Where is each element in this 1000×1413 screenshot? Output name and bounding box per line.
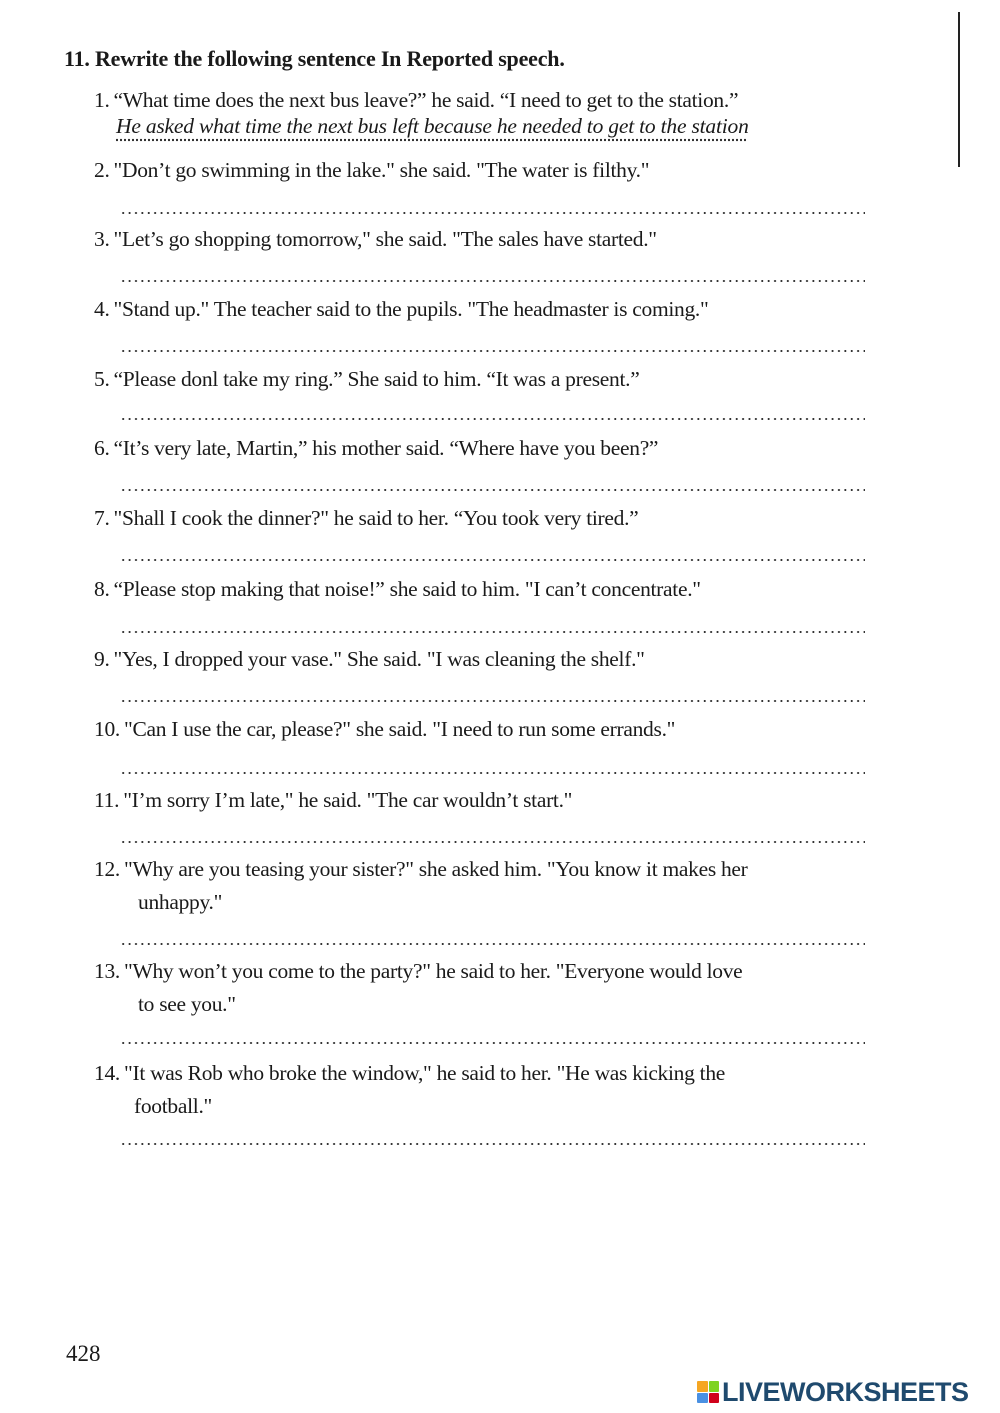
- answer-line: [120, 631, 865, 633]
- question-text: "Let’s go shopping tomorrow," she said. "The sales have started.": [113, 227, 657, 251]
- question-4: [94, 293, 709, 326]
- question-number: 13.: [94, 959, 120, 983]
- answer-input-11[interactable]: [118, 815, 868, 843]
- question-1: [94, 84, 738, 117]
- answer-line: [120, 418, 865, 420]
- question-text: "Don’t go swimming in the lake." she said. "The water is filthy.": [113, 158, 650, 182]
- logo-square: [697, 1393, 708, 1404]
- question-number: 2.: [94, 158, 110, 182]
- question-6: [94, 432, 658, 465]
- question-text: "Why won’t you come to the party?" he said to her. "Everyone would love: [123, 959, 743, 983]
- logo-square: [709, 1393, 720, 1404]
- question-10: [94, 713, 675, 746]
- question-number: 11.: [94, 788, 120, 812]
- question-text-continued: unhappy.": [138, 890, 223, 914]
- logo-text: LIVEWORKSHEETS: [722, 1376, 969, 1407]
- answer-line: [120, 772, 865, 774]
- question-number: 8.: [94, 577, 110, 601]
- question-text: "Yes, I dropped your vase." She said. "I was cleaning the shelf.": [113, 647, 645, 671]
- answer-input-13[interactable]: [118, 1016, 868, 1044]
- question-14: [94, 1057, 725, 1123]
- question-number: 12.: [94, 857, 120, 881]
- answer-line: [120, 1143, 865, 1145]
- answer-line: [120, 1042, 865, 1044]
- question-12: [94, 853, 748, 919]
- page-number: 428: [66, 1341, 101, 1366]
- answer-input-3[interactable]: [118, 254, 868, 282]
- question-11: [94, 784, 572, 817]
- question-number: 3.: [94, 227, 110, 251]
- question-text: “Please donl take my ring.” She said to him. “It was a present.”: [113, 367, 640, 391]
- question-text-continued: football.": [134, 1094, 213, 1118]
- question-number: 1.: [94, 88, 110, 112]
- question-9: [94, 643, 645, 676]
- answer-input-10[interactable]: [118, 746, 868, 774]
- answer-input-4[interactable]: [118, 324, 868, 352]
- answer-line: [120, 350, 865, 352]
- answer-line: [120, 700, 865, 702]
- question-number: 9.: [94, 647, 110, 671]
- answer-line: [120, 559, 865, 561]
- question-number: 10.: [94, 717, 120, 741]
- question-number: 6.: [94, 436, 110, 460]
- answer-input-12[interactable]: [118, 917, 868, 945]
- logo-square: [709, 1381, 720, 1392]
- exercise-heading: 11. Rewrite the following sentence In Reported speech.: [64, 46, 565, 71]
- question-text: "Stand up." The teacher said to the pupils. "The headmaster is coming.": [113, 297, 709, 321]
- answer-input-9[interactable]: [118, 674, 868, 702]
- question-text: "It was Rob who broke the window," he said to her. "He was kicking the: [123, 1061, 726, 1085]
- question-text: "Why are you teasing your sister?" she asked him. "You know it makes her: [123, 857, 748, 881]
- answer-input-2[interactable]: [118, 186, 868, 214]
- question-3: [94, 223, 657, 256]
- question-text: “It’s very late, Martin,” his mother said. “Where have you been?”: [113, 436, 659, 460]
- liveworksheets-logo: [697, 1377, 969, 1407]
- answer-input-5[interactable]: [118, 392, 868, 420]
- question-text: "Can I use the car, please?" she said. "I need to run some errands.": [123, 717, 676, 741]
- question-text-continued: to see you.": [138, 992, 236, 1016]
- question-text: "Shall I cook the dinner?" he said to her. “You took very tired.”: [113, 506, 639, 530]
- margin-rule: [958, 12, 960, 167]
- answer-line: [120, 943, 865, 945]
- question-13: [94, 955, 742, 1021]
- question-number: 7.: [94, 506, 110, 530]
- question-text: “What time does the next bus leave?” he said. “I need to get to the station.”: [113, 88, 739, 112]
- answer-input-7[interactable]: [118, 533, 868, 561]
- question-number: 4.: [94, 297, 110, 321]
- answer-input-6[interactable]: [118, 463, 868, 491]
- question-text: "I’m sorry I’m late," he said. "The car wouldn’t start.": [123, 788, 573, 812]
- logo-square: [697, 1381, 708, 1392]
- question-text: “Please stop making that noise!” she said to him. "I can’t concentrate.": [113, 577, 701, 601]
- question-number: 5.: [94, 367, 110, 391]
- question-7: [94, 502, 638, 535]
- example-answer: He asked what time the next bus left because he needed to get to the station: [116, 114, 749, 138]
- answer-line: [120, 212, 865, 214]
- logo-grid-icon: [697, 1381, 719, 1403]
- question-2: [94, 154, 649, 187]
- question-8: [94, 573, 701, 606]
- question-number: 14.: [94, 1061, 120, 1085]
- answer-input-8[interactable]: [118, 605, 868, 633]
- answer-input-14[interactable]: [118, 1117, 868, 1145]
- answer-line: [120, 489, 865, 491]
- answer-line: [120, 280, 865, 282]
- answer-line: [120, 841, 865, 843]
